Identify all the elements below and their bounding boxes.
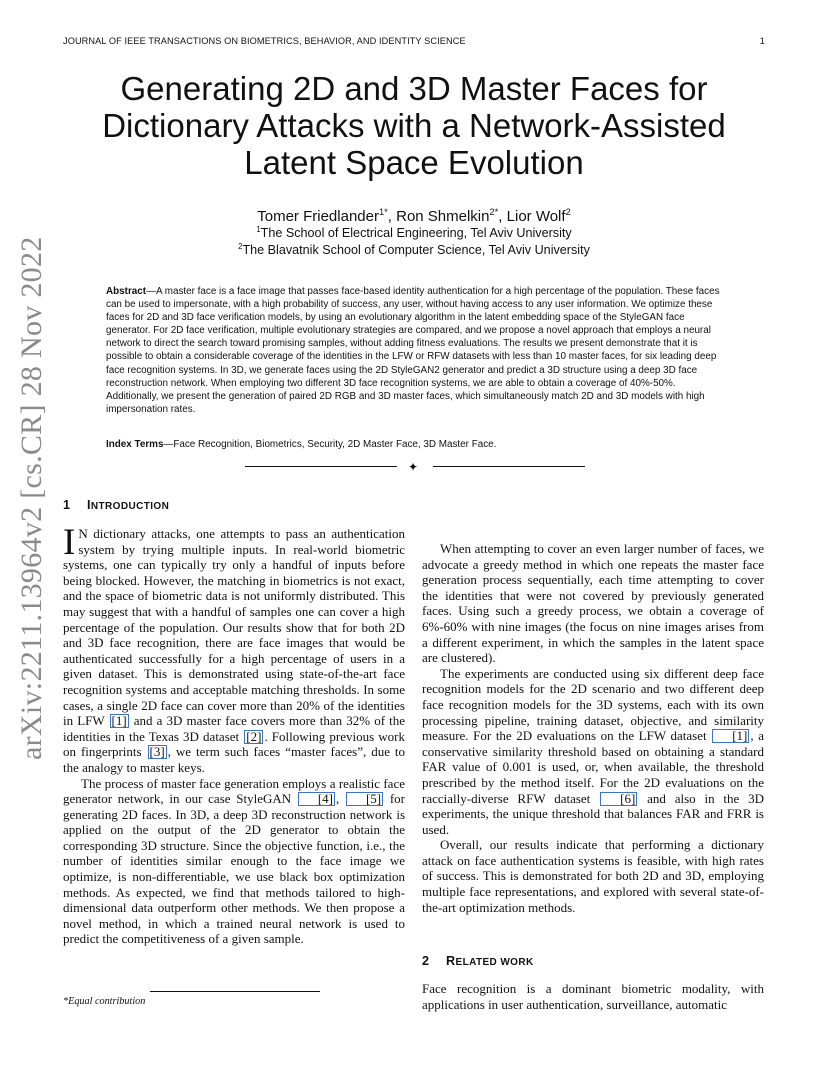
citation-link[interactable]: [1] [111, 713, 127, 729]
section-heading-introduction [63, 498, 169, 512]
paragraph [63, 776, 405, 948]
section-heading-related-work [422, 954, 534, 968]
column-left [63, 522, 406, 947]
column-right-flow [422, 541, 764, 915]
footnote-rule [150, 991, 320, 992]
paragraph-text: , [336, 791, 340, 807]
index-terms-text: —Face Recognition, Biometrics, Security, 2D Master Face, 3D Master Face. [163, 439, 497, 450]
paragraph-text: and also in the 3D experiments, the unique threshold that balances FAR and FRR is used. [422, 790, 765, 837]
paragraph-text: When attempting to cover an even larger number of faces, we advocate a greedy method in which one repeats the master face generation process sequentially, each time attempting to cover the identities that were not covered by previously generated faces. Using such a greedy process, we obtain a coverage of 6%-60% with nine images (the focus on nine images arises from a different experiment, in which the samples in the latent space are clustered). [422, 541, 764, 666]
abstract [106, 285, 722, 416]
paragraph [422, 837, 764, 915]
author-mark: 2* [489, 207, 499, 217]
page-number: 1 [759, 36, 765, 46]
arxiv-stamp[interactable]: arXiv:2211.13964v2 [cs.CR] 28 Nov 2022 [15, 236, 48, 760]
citation-link[interactable]: [5] [346, 792, 383, 806]
author-list: Tomer Friedlander$^{1*}$, Ron Shmelkin$^{2*}$, Lior Wolf$^2$ [257, 207, 571, 225]
section-title-rest: ELATED WORK [455, 957, 534, 968]
drop-cap: I [63, 522, 76, 563]
paragraph-text: The experiments are conducted using six different deep face recognition models for the 2D scenario and two different deep face recognition models for the 3D systems, each with its own processing pipeline, training dataset, objective, and similarity measure. For the 2D evaluations on the LFW dataset [422, 665, 764, 744]
section-title-initial: I [87, 498, 91, 512]
paragraph [422, 981, 764, 1012]
paragraph-text: . Following previous work on fingerprints [63, 728, 405, 760]
paragraph-text: , a conservative similarity threshold based on obtaining a standard FAR value of 0.001 is used, or, when available, the threshold prescribed by the method itself. For the 2D evaluations on the raccially-diverse RFW dataset [422, 728, 764, 806]
affiliation [60, 243, 768, 257]
affiliation-mark: 1 [256, 224, 261, 234]
section-separator [245, 460, 585, 474]
author-mark: 1* [378, 207, 388, 217]
section-title-initial: R [446, 954, 456, 968]
paragraph-text: and a 3D master face covers more than 32% of the identities in the Texas 3D dataset [63, 713, 405, 744]
separator-line [245, 466, 397, 467]
footnote: *Equal contribution [63, 996, 146, 1007]
abstract-label: Abstract [106, 286, 147, 297]
index-terms [106, 438, 722, 451]
author-name: Tomer Friedlander [257, 208, 379, 225]
author-name: Lior Wolf [506, 208, 566, 225]
paragraph-text: Face recognition is a dominant biometric modality, with applications in user authentication, surveillance, automatic [422, 981, 764, 1012]
paragraph [63, 522, 406, 776]
section-title-rest: NTRODUCTION [90, 501, 170, 512]
running-header [63, 36, 765, 46]
diamond-icon: ✦ [408, 460, 419, 474]
journal-name: JOURNAL OF IEEE TRANSACTIONS ON BIOMETRICS, BEHAVIOR, AND IDENTITY SCIENCE [63, 36, 466, 46]
affiliation [60, 226, 768, 240]
section-number: 1 [63, 498, 71, 512]
citation-link[interactable]: [3] [149, 744, 165, 760]
paragraph-text: dictionary attacks, one attempts to pass an authentication system by trying multiple inputs. In real-world biometric systems, one can typically try only a handful of inputs before being blocked. However, the matching in biometrics is not exact, and the space of biometric data is not uniformly distributed. This may suggest that with a handful of samples one can cover a high percentage of the population. Our results show that for both 2D and 3D face recognition, there are face images that would be authenticated successfully for a high percentage of users in a given dataset. This is demonstrated using state-of-the-art face recognition systems and acceptable matching thresholds. In some cases, a single 2D face can cover more than 20% of the identities in LFW [63, 526, 405, 729]
paragraph-text: Overall, our results indicate that performing a dictionary attack on face authentication systems is feasible, with high rates of success. This is demonstrated for both 2D and 3D, employing multiple face representations, and explored with several state-of-the-art optimization methods. [422, 837, 764, 915]
section-number: 2 [422, 954, 430, 968]
citation-link[interactable]: [2] [246, 728, 262, 744]
affiliation-mark: 2 [238, 241, 243, 251]
small-caps-lead: N [78, 526, 88, 541]
index-terms-label: Index Terms [106, 439, 164, 450]
affiliation-text: The Blavatnik School of Computer Science, Tel Aviv University [242, 243, 590, 257]
citation-link[interactable]: [6] [600, 792, 637, 806]
paper-title: Generating 2D and 3D Master Faces for Dictionary Attacks with a Network-Assisted Latent Space Evolution [102, 70, 726, 181]
paragraph-text: , we term such faces “master faces”, due to the analogy to master keys. [63, 744, 406, 775]
citation-link[interactable]: [4] [298, 792, 335, 806]
paragraph-text: The process of master face generation employs a realistic face generator network, in our case StyleGAN [63, 775, 405, 807]
citation-link[interactable]: [1] [712, 729, 749, 743]
separator-line [433, 466, 585, 467]
column-right-related [422, 981, 764, 1012]
paragraph [422, 666, 764, 838]
author-mark: 2 [565, 207, 571, 217]
abstract-text: —A master face is a face image that passes face-based identity authentication for a high percentage of the population. These faces can be used to impersonate, with a high probability of success, any user, without having access to any user information. We optimize these faces for 2D and 3D face verification models, by using an evolutionary algorithm in the latent embedding space of the StyleGAN face generator. For 2D face verification, multiple evolutionary strategies are compared, and we propose a novel approach that employs a neural network to direct the search toward promising samples, without adding fitness evaluations. The results we present demonstrate that it is possible to obtain a considerable coverage of the identities in the LFW or RFW datasets with less than 10 master faces, for six leading deep face recognition systems. In 3D, we generate faces using the 2D StyleGAN2 generator and predict a 3D structure using a deep 3D face reconstruction network. When employing two different 3D face recognition systems, we are able to obtain a coverage of 40%-50%. Additionally, we present the generation of paired 2D RGB and 3D master faces, which simultaneously match 2D and 3D models with high impersonation rates. [106, 286, 720, 415]
affiliation-text: The School of Electrical Engineering, Tel Aviv University [260, 226, 572, 240]
paragraph [422, 541, 764, 666]
paragraph-text: for generating 2D faces. In 3D, a deep 3D reconstruction network is applied on the output of the 2D generator to obtain the corresponding 3D structure. Since the objective function, i.e., the number of identities similar enough to the face image we optimize, is non-differentiable, we use black box optimization methods. As expected, we find that methods tailored to high-dimensional data outperform other methods. We then propose a novel method, in which a trained neural network is used to predict the competitiveness of a given sample. [63, 791, 405, 947]
author-name: Ron Shmelkin [396, 208, 490, 225]
